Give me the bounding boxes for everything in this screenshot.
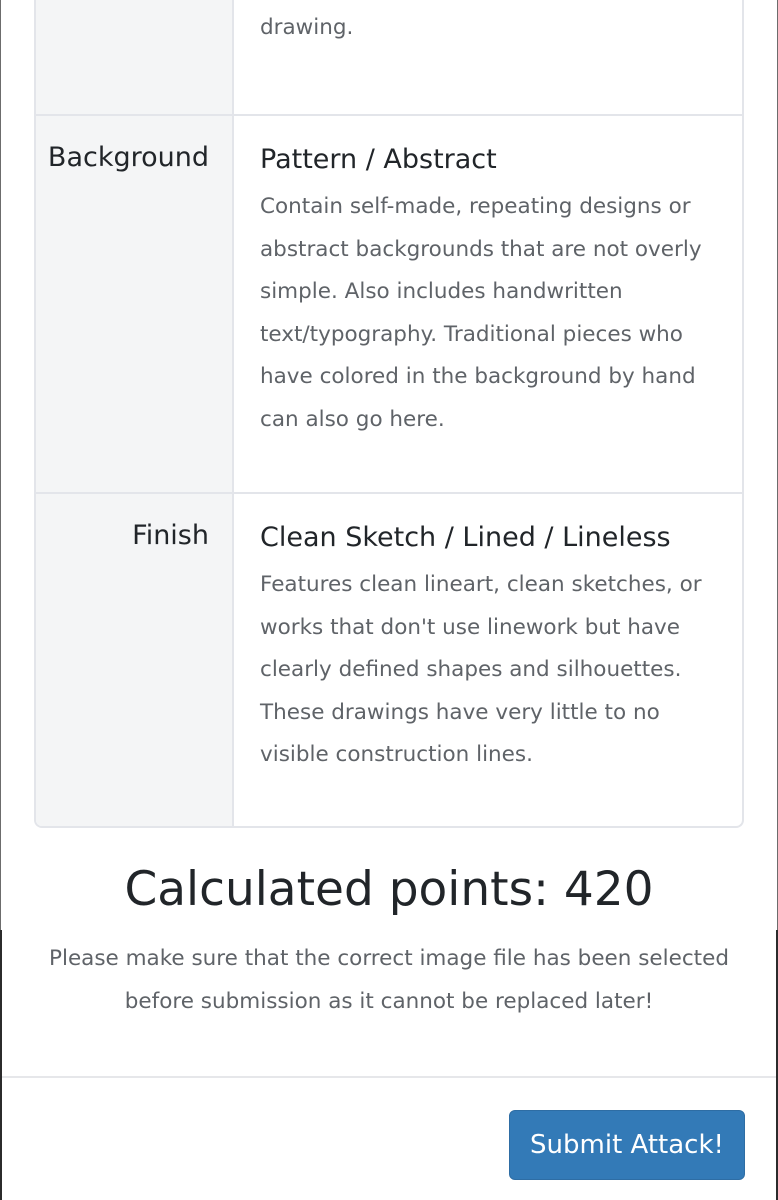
criteria-description: Features clean lineart, clean sketches, or works that don't use linework but have clearly defined shapes and silhouettes. These drawings have very little to no visible construction lines.	[260, 572, 702, 767]
criteria-label: Finish	[36, 494, 234, 828]
criteria-description: Contain self-made, repeating designs or abstract backgrounds that are not overly simple. Also includes handwritten text/typography. Traditional pieces who have colored in the background by hand can also go here.	[260, 194, 702, 432]
criteria-row-finish	[36, 494, 742, 828]
criteria-row-background	[36, 116, 742, 494]
criteria-table	[34, 0, 744, 828]
criteria-label	[36, 0, 234, 114]
criteria-row-shading	[36, 0, 742, 116]
criteria-content	[236, 116, 742, 492]
criteria-label: Background	[36, 116, 234, 492]
criteria-title: Pattern / Abstract	[260, 144, 497, 175]
submission-notice: Please make sure that the correct image file has been selected before submission as it cannot be replaced later!	[49, 946, 729, 1014]
submit-attack-button[interactable]: Submit Attack!	[509, 1110, 745, 1180]
criteria-title: Clean Sketch / Lined / Lineless	[260, 522, 671, 553]
calculated-points: Calculated points: 420	[124, 862, 654, 917]
criteria-content	[236, 0, 742, 114]
criteria-content	[236, 494, 742, 828]
footer-divider	[2, 1076, 776, 1078]
criteria-description: drawing.	[260, 14, 354, 40]
page-edge-left	[0, 0, 1, 930]
modal-edge-left	[0, 930, 2, 1200]
